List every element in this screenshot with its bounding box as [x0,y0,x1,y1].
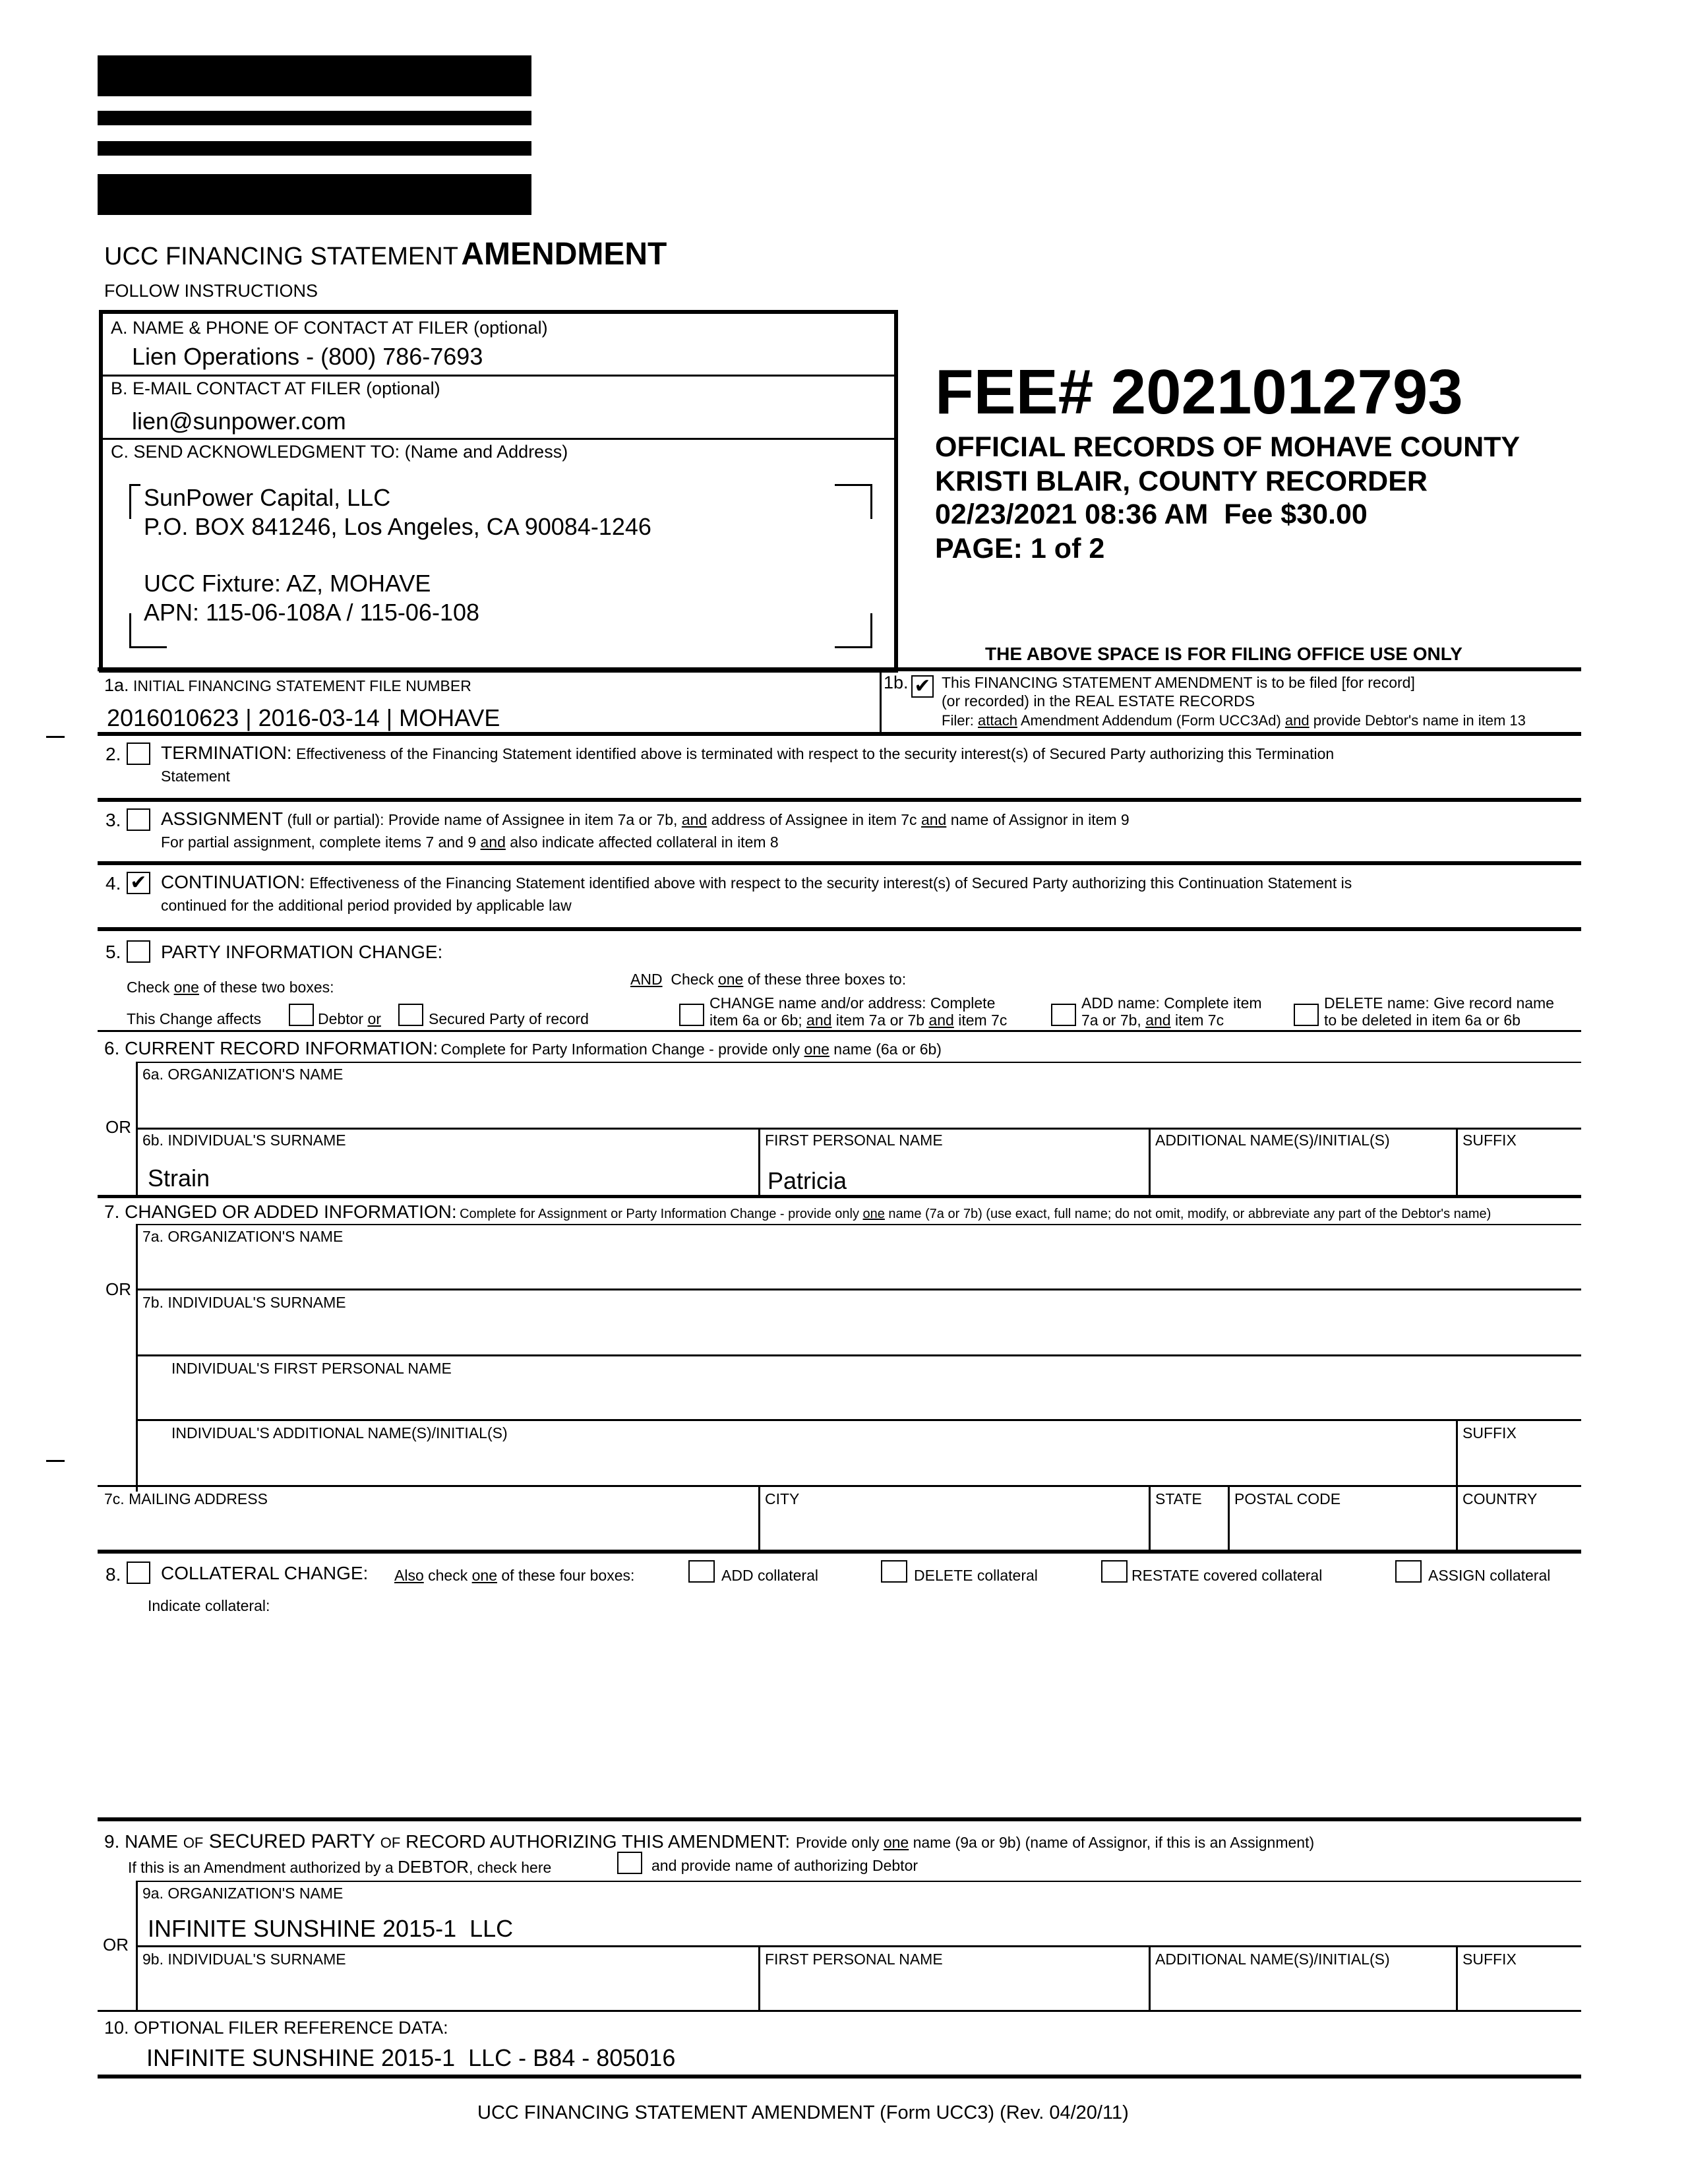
add-collateral-label: ADD collateral [721,1567,818,1584]
secured-party-label: Secured Party of record [429,1010,589,1027]
add-name-checkbox[interactable] [1051,1004,1076,1026]
item-7-country-label: COUNTRY [1462,1490,1538,1507]
form-footer: UCC FINANCING STATEMENT AMENDMENT (Form UCC3) (Rev. 04/20/11) [477,2102,1129,2123]
restate-collateral-label: RESTATE covered collateral [1131,1567,1323,1584]
item-10-value[interactable]: INFINITE SUNSHINE 2015-1 LLC - B84 - 805016 [146,2044,676,2071]
item-2-text: TERMINATION: Effectiveness of the Financing Statement identified above is terminated with respect to the security interest(s) of Secured Party authorizing this Termination [161,743,1335,763]
item-7c-label: 7c. MAILING ADDRESS [104,1490,268,1507]
item-8-also: Also check one of these four boxes: [394,1567,635,1584]
item-5-num: 5. [106,942,121,962]
item-10-label: 10. OPTIONAL FILER REFERENCE DATA: [104,2018,448,2038]
assign-collateral-checkbox[interactable] [1395,1560,1422,1583]
change-name-checkbox[interactable] [679,1004,704,1026]
termination-checkbox[interactable] [127,743,150,765]
item-2-num: 2. [106,744,121,764]
assign-collateral-label: ASSIGN collateral [1428,1567,1551,1584]
delete-name-checkbox[interactable] [1294,1004,1319,1026]
filer-c-label: C. SEND ACKNOWLEDGMENT TO: (Name and Address) [111,442,568,462]
continuation-checkbox[interactable]: ✔ [127,872,150,894]
item-7-postal-label: POSTAL CODE [1234,1490,1341,1507]
item-6-suffix-label: SUFFIX [1462,1132,1517,1149]
item-2-text-2: Statement [161,768,230,785]
item-6a-label: 6a. ORGANIZATION'S NAME [142,1066,344,1083]
form-title: UCC FINANCING STATEMENT AMENDMENT [104,237,667,272]
filer-b-label: B. E-MAIL CONTACT AT FILER (optional) [111,379,440,398]
item-1a-value[interactable]: 2016010623 | 2016-03-14 | MOHAVE [107,704,500,731]
item-9-title: 9. NAME OF SECURED PARTY OF RECORD AUTHORIZING THIS AMENDMENT: Provide only one name (9a or 9b) (name of Assignor, if this is an Assignment) [104,1831,1315,1852]
item-1b-num: 1b. [884,673,909,692]
item-9a-value[interactable]: INFINITE SUNSHINE 2015-1 LLC [148,1915,514,1942]
item-8-num: 8. [106,1564,121,1585]
redaction-bar-4 [98,174,531,215]
recorder-line-4: PAGE: 1 of 2 [935,533,1105,564]
restate-collateral-checkbox[interactable] [1101,1560,1128,1583]
item-7-title: 7. CHANGED OR ADDED INFORMATION: Complete for Assignment or Party Information Change - provide only one name (7a or 7b) (use exact, full name; do not omit, modify, or abbreviate any part of the Debtor's name) [104,1201,1492,1222]
recorder-line-2: KRISTI BLAIR, COUNTY RECORDER [935,466,1428,497]
item-7-first-label: INDIVIDUAL'S FIRST PERSONAL NAME [171,1360,452,1377]
item-7-addl-label: INDIVIDUAL'S ADDITIONAL NAME(S)/INITIAL(S) [171,1424,508,1441]
item-9-first-label: FIRST PERSONAL NAME [765,1951,943,1968]
ack-line-3[interactable]: UCC Fixture: AZ, MOHAVE [144,570,431,597]
debtor-checkbox[interactable] [289,1004,314,1026]
debtor-authorized-checkbox[interactable] [617,1852,642,1874]
follow-instructions: FOLLOW INSTRUCTIONS [104,281,318,301]
item-5-title: PARTY INFORMATION CHANGE: [161,942,443,962]
item-7a-label: 7a. ORGANIZATION'S NAME [142,1228,344,1245]
item-9-debtor-note-2: and provide name of authorizing Debtor [651,1857,919,1874]
item-1b-line-2: (or recorded) in the REAL ESTATE RECORDS [942,692,1255,710]
collateral-change-checkbox[interactable] [127,1562,150,1584]
redaction-bar-2 [98,111,531,125]
ack-line-4[interactable]: APN: 115-06-108A / 115-06-108 [144,599,480,626]
item-6-first-value[interactable]: Patricia [768,1167,847,1194]
change-affects-label: This Change affects [127,1010,262,1027]
item-9a-label: 9a. ORGANIZATION'S NAME [142,1885,344,1902]
item-3-text-2: For partial assignment, complete items 7 and 9 and also indicate affected collateral in item 8 [161,834,779,851]
item-1b-checkbox[interactable]: ✔ [911,675,934,698]
item-4-text: CONTINUATION: Effectiveness of the Financing Statement identified above with respect to the security interest(s) of Secured Party authorizing this Continuation Statement is [161,872,1352,892]
add-name-line-2: 7a or 7b, and item 7c [1081,1012,1224,1029]
redaction-bar-1 [98,55,531,96]
item-4-text-2: continued for the additional period provided by applicable law [161,897,572,914]
item-6b-surname-value[interactable]: Strain [148,1165,210,1192]
item-4-num: 4. [106,873,121,894]
delete-collateral-checkbox[interactable] [881,1560,907,1583]
add-collateral-checkbox[interactable] [688,1560,715,1583]
item-3-num: 3. [106,810,121,830]
item-7-or: OR [106,1279,131,1299]
add-name-line-1: ADD name: Complete item [1081,994,1262,1012]
item-9-or: OR [103,1935,129,1955]
item-6-title: 6. CURRENT RECORD INFORMATION: Complete for Party Information Change - provide only one name (6a or 6b) [104,1038,942,1058]
delete-name-line-2: to be deleted in item 6a or 6b [1324,1012,1521,1029]
item-1b-line-1: This FINANCING STATEMENT AMENDMENT is to be filed [for record] [942,674,1415,691]
item-6-addl-label: ADDITIONAL NAME(S)/INITIAL(S) [1155,1132,1390,1149]
indicate-collateral-label: Indicate collateral: [148,1597,270,1614]
item-6-first-label: FIRST PERSONAL NAME [765,1132,943,1149]
item-9-addl-label: ADDITIONAL NAME(S)/INITIAL(S) [1155,1951,1390,1968]
filer-a-label: A. NAME & PHONE OF CONTACT AT FILER (optional) [111,318,548,338]
fee-number: FEE# 2021012793 [935,357,1463,427]
item-6b-label: 6b. INDIVIDUAL'S SURNAME [142,1132,346,1149]
item-8-title: COLLATERAL CHANGE: [161,1563,369,1583]
ack-corner-tl [129,484,140,519]
item-5-check-two: Check one of these two boxes: [127,979,334,996]
item-1b-line-3: Filer: attach Amendment Addendum (Form UCC3Ad) and provide Debtor's name in item 13 [942,712,1526,729]
delete-name-line-1: DELETE name: Give record name [1324,994,1554,1012]
item-7b-label: 7b. INDIVIDUAL'S SURNAME [142,1294,346,1311]
redaction-bar-3 [98,141,531,156]
change-name-line-2: item 6a or 6b; and item 7a or 7b and item 7c [709,1012,1008,1029]
assignment-checkbox[interactable] [127,808,150,831]
item-7-city-label: CITY [765,1490,800,1507]
item-7-state-label: STATE [1155,1490,1202,1507]
item-7-suffix-label: SUFFIX [1462,1424,1517,1441]
item-9b-label: 9b. INDIVIDUAL'S SURNAME [142,1951,346,1968]
change-name-line-1: CHANGE name and/or address: Complete [709,994,996,1012]
item-1a-label: 1a. INITIAL FINANCING STATEMENT FILE NUMBER [104,675,471,695]
item-5-check-three: AND Check one of these three boxes to: [630,971,907,988]
ack-corner-br [835,613,872,648]
ack-line-1[interactable]: SunPower Capital, LLC [144,484,391,511]
item-6-or: OR [106,1117,131,1137]
ack-line-2[interactable]: P.O. BOX 841246, Los Angeles, CA 90084-1246 [144,513,651,540]
debtor-label: Debtor or [318,1010,381,1027]
filer-b-value[interactable]: lien@sunpower.com [132,408,346,435]
recorder-line-1: OFFICIAL RECORDS OF MOHAVE COUNTY [935,431,1521,463]
recorder-line-3: 02/23/2021 08:36 AM Fee $30.00 [935,499,1368,530]
party-info-change-checkbox[interactable] [127,940,150,963]
item-9-suffix-label: SUFFIX [1462,1951,1517,1968]
filer-a-value[interactable]: Lien Operations - (800) 786-7693 [132,343,483,370]
office-use-note: THE ABOVE SPACE IS FOR FILING OFFICE USE ONLY [985,644,1462,664]
item-3-text: ASSIGNMENT (full or partial): Provide name of Assignee in item 7a or 7b, and address of Assignee in item 7c and name of Assignor in item 9 [161,808,1130,829]
delete-collateral-label: DELETE collateral [914,1567,1038,1584]
secured-party-checkbox[interactable] [398,1004,423,1026]
ack-corner-tr [835,484,872,519]
item-9-debtor-note: If this is an Amendment authorized by a DEBTOR, check here [128,1857,552,1877]
